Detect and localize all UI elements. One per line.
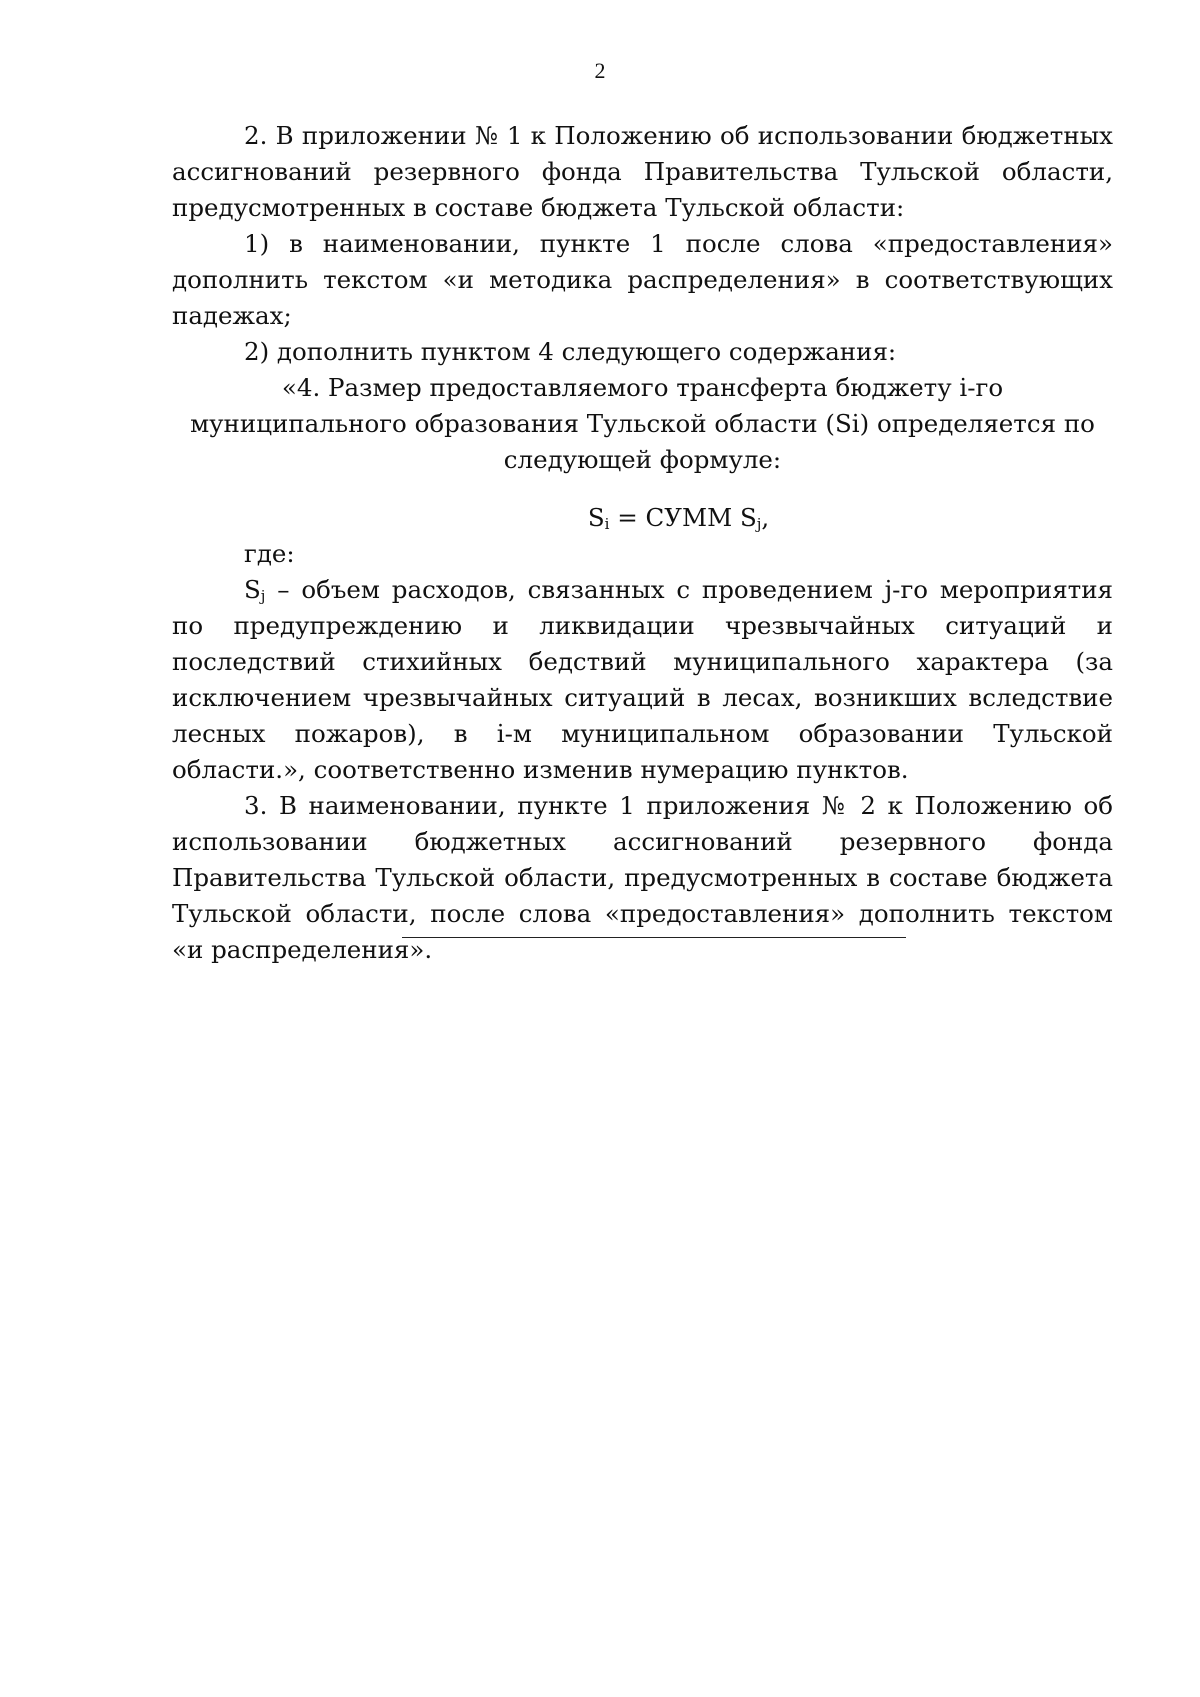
sj-symbol: S bbox=[244, 575, 261, 604]
page-number: 2 bbox=[594, 58, 606, 83]
paragraph-point-4: «4. Размер предоставляемого трансферта бюджету i-го муниципального образования Тульской области (Si) определяется по следующей формуле: bbox=[190, 373, 1095, 474]
formula-operator: = СУММ bbox=[609, 503, 740, 532]
paragraph-subitem-2: 2) дополнить пунктом 4 следующего содержания: bbox=[244, 337, 897, 366]
end-separator-line bbox=[402, 937, 906, 938]
paragraph-item-3: 3. В наименовании, пункте 1 приложения № 2 к Положению об использовании бюджетных ассигнований резервного фонда Правительства Тульской области, предусмотренных в составе бюджета Тульской области, после слова «предоставления» дополнить текстом «и распределения». bbox=[172, 791, 1113, 964]
document-body bbox=[172, 118, 1113, 968]
paragraph-subitem-1: 1) в наименовании, пункте 1 после слова «предоставления» дополнить текстом «и методика распределения» в соответствующих падежах; bbox=[172, 229, 1113, 330]
paragraph-item-2: 2. В приложении № 1 к Положению об использовании бюджетных ассигнований резервного фонда Правительства Тульской области, предусмотренных в составе бюджета Тульской области: bbox=[172, 121, 1113, 222]
paragraph-where: где: bbox=[244, 539, 295, 568]
sj-subscript: j bbox=[260, 587, 266, 605]
formula-lhs: S bbox=[587, 503, 605, 532]
paragraph-sj-definition bbox=[172, 572, 1113, 788]
formula-lhs-subscript: i bbox=[604, 515, 610, 533]
formula bbox=[244, 500, 1113, 536]
formula-rhs-subscript: j bbox=[756, 515, 762, 533]
sj-definition-text: – объем расходов, связанных с проведением j-го мероприятия по предупреждению и ликвидации чрезвычайных ситуаций и последствий стихийных бедствий муниципального характера (за исключением чрезвычайных ситуаций в лесах, возникших вследствие лесных пожаров), в i-м муниципальном образовании Тульской области.», соответственно изменив нумерацию пунктов. bbox=[172, 575, 1113, 784]
formula-tail: , bbox=[761, 503, 770, 532]
formula-rhs: S bbox=[739, 503, 757, 532]
